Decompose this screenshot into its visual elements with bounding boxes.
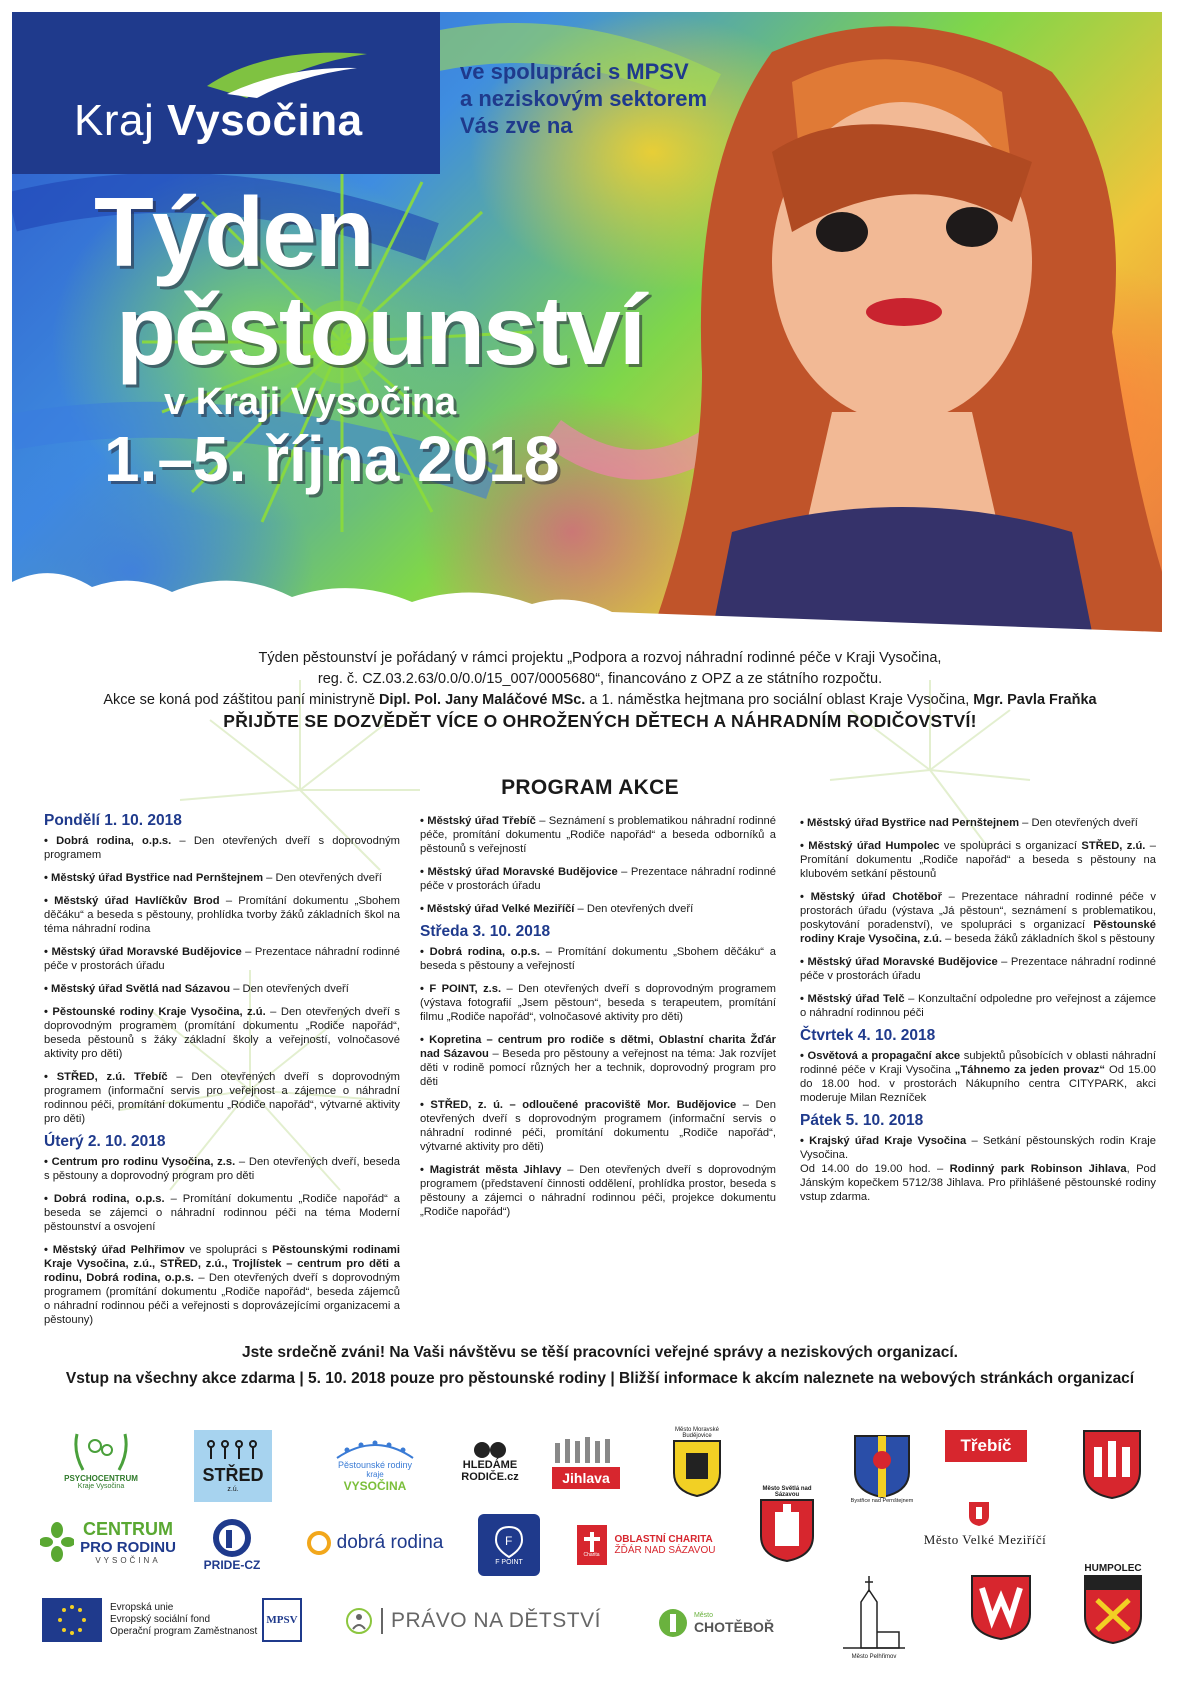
divider xyxy=(381,1608,383,1634)
logo-label: Třebíč xyxy=(960,1436,1012,1455)
charita-badge xyxy=(577,1525,607,1565)
logo-label: MPSV xyxy=(266,1614,298,1626)
event-org: • STŘED, z.ú. Třebíč xyxy=(44,1071,168,1083)
eu-flag xyxy=(42,1598,102,1642)
event-venue: Rodinný park Robinson Jihlava xyxy=(949,1163,1127,1175)
logo-label: Město Velké Meziříčí xyxy=(923,1532,1047,1547)
people-icon xyxy=(203,1439,263,1465)
event-item xyxy=(420,945,776,973)
event-org: • Krajský úřad Kraje Vysočina xyxy=(800,1135,966,1147)
title-line: Týden xyxy=(94,177,373,287)
logo-label: VYSOČINA xyxy=(95,1555,161,1565)
location-pin-icon xyxy=(494,1525,524,1559)
hledame-rodice-logo xyxy=(455,1432,525,1492)
bystrice-logo xyxy=(846,1428,918,1510)
event-org: • Kopretina – centrum pro rodiče s dětmi, Oblastní charita Žďár nad Sázavou xyxy=(420,1034,776,1060)
pride-circle-icon xyxy=(212,1518,252,1558)
event-text: , Pod Jánským kopečkem 5712/38 Jihlava. Pro přihlášené pěstounské rodiny vstup zdarma. xyxy=(800,1163,1156,1203)
event-title: „Táhnemo za jeden provaz“ xyxy=(954,1064,1105,1076)
footer-line: Jste srdečně zváni! Na Vaši návštěvu se těší pracovníci veřejné správy a neziskových organizací. xyxy=(242,1344,958,1361)
invite-line: a neziskovým sektorem xyxy=(460,86,708,111)
event-text: – Promítání dokumentu „Sbohem děčáku“ a beseda s pěstouny a veřejností xyxy=(420,946,777,972)
event-org: STŘED, z.ú. xyxy=(1081,840,1146,852)
chotebor-logo xyxy=(656,1606,776,1640)
logo-label: RODIČE.cz xyxy=(461,1471,519,1483)
event-text: subjektů působících v oblasti náhradní rodinné péče v Kraji Vysočina xyxy=(800,1050,1157,1076)
event-text: – Promítání dokumentu „Sbohem děčáku“ a beseda s pěstouny, prohlídka tvorby žáků základních škol na téma náhradní rodina xyxy=(44,895,400,935)
event-text: – Den otevřených dveří xyxy=(230,983,349,995)
event-text: ve spolupráci s xyxy=(184,1244,273,1256)
coat-of-arms-icon xyxy=(970,1574,1032,1640)
event-item xyxy=(800,816,1156,830)
heart-icon xyxy=(470,1441,510,1459)
coat-of-arms-icon xyxy=(759,1498,815,1562)
event-item xyxy=(44,871,400,885)
event-text: – Den otevřených dveří, beseda s pěstouny a doprovodný program pro děti xyxy=(44,1156,400,1182)
invite-line: Vás zve na xyxy=(460,113,573,138)
event-item xyxy=(420,1163,776,1219)
event-org: • Centrum pro rodinu Vysočina, z.s. xyxy=(44,1156,235,1168)
logo-label: CHOTĚBOŘ xyxy=(693,1618,775,1635)
event-text: – Den otevřených dveří xyxy=(1019,817,1138,829)
program-column-1 xyxy=(44,808,400,1336)
minister-name: Dipl. Pol. Jany Maláčové MSc. xyxy=(379,692,586,708)
logo-label: HLEDÁME xyxy=(462,1459,518,1471)
logo-label: Charita xyxy=(583,1552,600,1558)
stred-logo xyxy=(194,1430,272,1502)
event-text: – Den otevřených dveří s doprovodným programem (představení činnosti oddělení, prohlídka prostor, beseda s pěstouny a zájemci o náhradní rodinnou péči, projekce dokumentu „Rodiče napořád“) xyxy=(420,1164,776,1218)
event-org: • Dobrá rodina, o.p.s. xyxy=(420,946,540,958)
event-text: Od 14.00 do 19.00 hod. – xyxy=(800,1163,950,1175)
hero-brush-edge xyxy=(12,542,1162,632)
event-item xyxy=(44,1192,400,1234)
event-org: • Městský úřad Bystřice nad Pernštejnem xyxy=(800,817,1019,829)
title-line: pěstounství xyxy=(116,275,644,385)
event-org: • Městský úřad Bystřice nad Pernštejnem xyxy=(44,872,263,884)
event-org: • Městský úřad Telč xyxy=(800,993,905,1005)
event-item xyxy=(44,1155,400,1183)
city-skyline-icon xyxy=(551,1433,621,1463)
logo-label: F POINT xyxy=(495,1558,523,1566)
f-point-logo xyxy=(478,1514,540,1576)
cross-icon xyxy=(584,1532,600,1552)
logo-label: Město Moravské Budějovice xyxy=(674,1427,719,1439)
event-text: – Den otevřených dveří s doprovodným programem (výstava fotografií „Jsem pěstoun“, beseda s terapeutem, promítání filmu „Rodiče napořád“, volnočasové aktivity pro děti) xyxy=(420,983,776,1023)
event-item xyxy=(800,1049,1156,1105)
event-org: • Dobrá rodina, o.p.s. xyxy=(44,1193,165,1205)
logo-label: kraje xyxy=(366,1469,384,1479)
event-org: • Magistrát města Jihlavy xyxy=(420,1164,561,1176)
event-text: – Beseda pro pěstouny a veřejnost na téma: Jak rozvíjet děti v rodině pomocí různých her a technik, doprovodný program pro děti xyxy=(420,1048,776,1088)
velke-mezirici-logo xyxy=(900,1530,1070,1550)
church-tower-icon xyxy=(839,1572,909,1654)
humpolec-logo xyxy=(1080,1560,1146,1646)
intro-section xyxy=(40,648,1160,732)
logo-label: Evropský sociální fond xyxy=(110,1614,211,1625)
logo-label: Kraje Vysočina xyxy=(77,1483,125,1490)
call-to-action: PŘIJĎTE SE DOZVĚDĚT VÍCE O OHROŽENÝCH DĚTECH A NÁHRADNÍM RODIČOVSTVÍ! xyxy=(223,711,977,731)
event-org: Pěstounskými rodinami Kraje Vysočina, z.ú., STŘED, z.ú., Trojlístek – centrum pro děti a rodinu, Dobrá rodina, o.p.s. xyxy=(44,1244,400,1284)
sun-icon xyxy=(307,1531,331,1555)
title-dates: 1.–5. října 2018 xyxy=(104,423,560,495)
event-org: • Dobrá rodina, o.p.s. xyxy=(44,835,171,847)
event-item xyxy=(800,839,1156,881)
event-text: – Promítání dokumentu „Rodiče napořád“ a beseda s pěstouny na klubovém setkání pěstounů xyxy=(800,840,1157,880)
logo-label: PRIDE-CZ xyxy=(203,1558,261,1572)
wing-icon xyxy=(207,46,367,98)
day-heading: Čtvrtek 4. 10. 2018 xyxy=(800,1027,936,1044)
logo-label: Evropská unie xyxy=(110,1602,174,1613)
event-text: – Den otevřených dveří s doprovodným programem (informační servis o náhradní rodinné péči, promítání dokumentu „Rodiče napořád“, výtvarné aktivity pro děti) xyxy=(420,1099,776,1153)
event-text: – Den otevřených dveří xyxy=(574,903,694,915)
event-text: – Konzultační odpoledne pro veřejnost a zájemce o náhradní rodinnou péči xyxy=(800,993,1157,1019)
coat-of-arms-icon xyxy=(672,1439,722,1497)
intro-line: Týden pěstounství je pořádaný v rámci projektu „Podpora a rozvoj náhradní rodinné péče v Kraji Vysočina, xyxy=(258,650,942,666)
logo-label: STŘED xyxy=(202,1465,264,1485)
event-org: • Osvětová a propagační akce xyxy=(800,1050,960,1062)
coat-of-arms-icon xyxy=(853,1434,911,1498)
psychocentrum-logo xyxy=(58,1420,144,1500)
event-text: ve spolupráci s organizací xyxy=(939,840,1082,852)
eu-stars-icon xyxy=(52,1603,92,1637)
dobra-rodina-logo xyxy=(295,1526,455,1560)
event-org: Pěstounské rodiny Kraje Vysočina, z.ú. xyxy=(800,919,1156,945)
velke-mezirici-crest xyxy=(966,1500,992,1528)
centrum-pro-rodinu-logo xyxy=(38,1512,178,1572)
event-org: • Městský úřad Světlá nad Sázavou xyxy=(44,983,230,995)
logo-label: z.ú. xyxy=(227,1486,239,1493)
logo-label: OBLASTNÍ CHARITA xyxy=(614,1534,713,1545)
patronage-text: Akce se koná pod záštitou paní ministryně xyxy=(103,692,380,708)
program-column-3 xyxy=(800,816,1156,1213)
jihlava-logo xyxy=(548,1424,624,1498)
logo-label: HUMPOLEC xyxy=(1084,1562,1142,1574)
event-text: – Den otevřených dveří s doprovodným programem (informační servis pro veřejnost a zájemce o náhradní rodinnou péči, promítání dokumentu „Rodiče napořád“, výtvarné aktivity pro děti) xyxy=(44,1071,401,1125)
invite-line: ve spolupráci s MPSV xyxy=(460,59,689,84)
event-item xyxy=(44,1005,400,1061)
logo-label: Město Světlá nad Sázavou xyxy=(762,1486,812,1498)
coat-of-arms-icon xyxy=(968,1501,990,1527)
logo-label: PSYCHOCENTRUM xyxy=(64,1474,138,1483)
event-item xyxy=(420,814,776,856)
event-text: – Den otevřených dveří s doprovodným programem (promítání dokumentu „Rodiče napořád“, beseda zájemců o náhradní rodinnou péči a veřejnosti s doprovázejícími organizacemi a pěstouny) xyxy=(44,1272,401,1326)
day-heading: Pátek 5. 10. 2018 xyxy=(800,1112,924,1129)
svg-text:F: F xyxy=(505,1533,513,1548)
deputy-name: Mgr. Pavla Fraňka xyxy=(973,692,1097,708)
logo-label: VYSOČINA xyxy=(343,1478,407,1493)
logo-label: Jihlava xyxy=(552,1467,619,1489)
intro-line: reg. č. CZ.03.2.63/0.0/0.0/15_007/0005680“, financováno z OPZ a ze státního rozpočtu. xyxy=(317,671,883,687)
event-item xyxy=(44,945,400,973)
event-text: – Prezentace náhradní rodinné péče v prostorách úřadu xyxy=(420,866,777,892)
event-item xyxy=(800,890,1156,946)
footer xyxy=(30,1340,1170,1392)
event-item xyxy=(44,1243,400,1327)
intro-patronage xyxy=(40,690,1160,711)
event-org: • Městský úřad Velké Meziříčí xyxy=(420,903,574,915)
program-heading: PROGRAM AKCE xyxy=(501,776,679,799)
title-subline: v Kraji Vysočina xyxy=(164,381,457,423)
logo-bold: Vysočina xyxy=(166,96,363,145)
logo-label: Město Pelhřimov xyxy=(851,1654,897,1660)
event-org: • Pěstounské rodiny Kraje Vysočina, z.ú. xyxy=(44,1006,266,1018)
child-circle-icon xyxy=(345,1607,373,1635)
family-icon xyxy=(71,1430,131,1474)
pride-cz-logo xyxy=(192,1514,272,1576)
event-text: – Den otevřených dveří xyxy=(263,872,382,884)
event-text: – Den otevřených dveří s doprovodným programem xyxy=(44,835,401,861)
chotebor-emblem-icon xyxy=(658,1608,688,1638)
pravo-na-detstvi-logo xyxy=(338,1605,608,1637)
logo-thin: Kraj xyxy=(74,96,155,145)
logo-label: PRÁVO NA DĚTSTVÍ xyxy=(391,1609,601,1632)
event-item xyxy=(800,1134,1156,1204)
patronage-text: a 1. náměstka hejtmana pro sociální oblast Kraje Vysočina, xyxy=(585,692,974,708)
event-text: – Setkání pěstounských rodin Kraje Vysočina. xyxy=(800,1135,1156,1161)
kraj-vysocina-logo xyxy=(12,12,440,174)
event-org: • Městský úřad Moravské Budějovice xyxy=(44,946,242,958)
people-arc-icon xyxy=(333,1438,417,1460)
event-item xyxy=(44,834,400,862)
event-item xyxy=(44,894,400,936)
oblastni-charita-logo xyxy=(566,1522,726,1568)
logo-label: Město xyxy=(693,1611,713,1619)
event-org: • Městský úřad Pelhřimov xyxy=(44,1244,185,1256)
event-item xyxy=(420,902,776,916)
logo-wordmark xyxy=(74,96,363,146)
logo-label: ŽĎÁR NAD SÁZAVOU xyxy=(614,1545,716,1556)
event-text: – Prezentace náhradní rodinné péče v prostorách úřadu xyxy=(44,946,401,972)
event-item xyxy=(800,955,1156,983)
invite-text xyxy=(460,58,707,139)
eu-text xyxy=(110,1602,260,1638)
event-text: Od 15.00 do 18.00 hod. v prostorách Nákupního centra CITYPARK, akci moderuje Milan Rezníček xyxy=(800,1064,1156,1104)
event-item xyxy=(420,865,776,893)
event-org: • Městský úřad Humpolec xyxy=(800,840,940,852)
event-org: • Městský úřad Moravské Budějovice xyxy=(800,956,998,968)
telc-crest-logo xyxy=(968,1574,1034,1640)
event-text: – Seznámení s problematikou náhradní rodinné péče, promítání dokumentu „Rodiče napořád“ a beseda odborníků a pěstounů s veřejností xyxy=(420,815,776,855)
logo-label: dobrá rodina xyxy=(336,1532,444,1553)
pestounske-rodiny-logo xyxy=(325,1424,425,1506)
pelhrimov-logo xyxy=(832,1566,916,1666)
event-item xyxy=(44,982,400,996)
hero-banner xyxy=(12,12,1162,632)
program-column-2 xyxy=(420,814,776,1228)
event-org: • Městský úřad Moravské Budějovice xyxy=(420,866,618,878)
hero-title xyxy=(94,177,644,495)
coat-of-arms-icon xyxy=(1082,1429,1142,1499)
logo-label: Bystřice nad Pernštejnem xyxy=(850,1498,914,1504)
coat-of-arms-icon xyxy=(1083,1574,1143,1644)
event-item xyxy=(420,1098,776,1154)
event-text: – Prezentace náhradní rodinné péče v prostorách úřadu xyxy=(800,956,1157,982)
day-heading: Středa 3. 10. 2018 xyxy=(420,923,551,940)
event-org: • STŘED, z. ú. – odloučené pracoviště Mor. Budějovice xyxy=(420,1099,736,1111)
mpsv-logo xyxy=(262,1598,302,1642)
logo-label: Operační program Zaměstnanost xyxy=(110,1626,258,1637)
event-org: • Městský úřad Třebíč xyxy=(420,815,536,827)
event-text: – Prezentace náhradní rodinné péče v prostorách úřadu (výstava „Já pěstoun“, seznámení s problematikou, poskytování poradenství), ve spolupráci s organizací xyxy=(800,891,1156,931)
event-item xyxy=(800,992,1156,1020)
trebic-logo xyxy=(945,1430,1027,1462)
event-org: • F POINT, z.s. xyxy=(420,983,501,995)
event-item xyxy=(420,982,776,1024)
event-text: – Den otevřených dveří s doprovodným programem (promítání dokumentu „Rodiče napořád“, beseda pěstounů s žáky základní školy a veřejností, volnočasové aktivity pro děti) xyxy=(44,1006,400,1060)
event-text: – Promítání dokumentu „Rodiče napořád“ a beseda se zájemci o náhradní rodinnou péči na téma Moderní pěstounství a osvojení xyxy=(44,1193,400,1233)
humpolec-crest-logo xyxy=(1080,1428,1144,1500)
day-heading: Úterý 2. 10. 2018 xyxy=(44,1133,166,1150)
day-heading: Pondělí 1. 10. 2018 xyxy=(44,812,182,829)
event-text: – beseda žáků základních škol s pěstouny xyxy=(941,933,1155,945)
event-item xyxy=(420,1033,776,1089)
moravske-budejovice-logo xyxy=(660,1418,734,1506)
svetla-nad-sazavou-logo xyxy=(752,1478,822,1570)
event-item xyxy=(44,1070,400,1126)
footer-line: Vstup na všechny akce zdarma | 5. 10. 2018 pouze pro pěstounské rodiny | Bližší informace k akcím naleznete na webových stránkách organizací xyxy=(65,1370,1135,1387)
logo-label: CENTRUM xyxy=(83,1518,173,1539)
logo-label: Pěstounské rodiny xyxy=(337,1459,413,1470)
logo-label: PRO RODINU xyxy=(80,1538,176,1556)
flower-icon xyxy=(40,1522,74,1562)
event-org: • Městský úřad Chotěboř xyxy=(800,891,942,903)
event-org: • Městský úřad Havlíčkův Brod xyxy=(44,895,220,907)
